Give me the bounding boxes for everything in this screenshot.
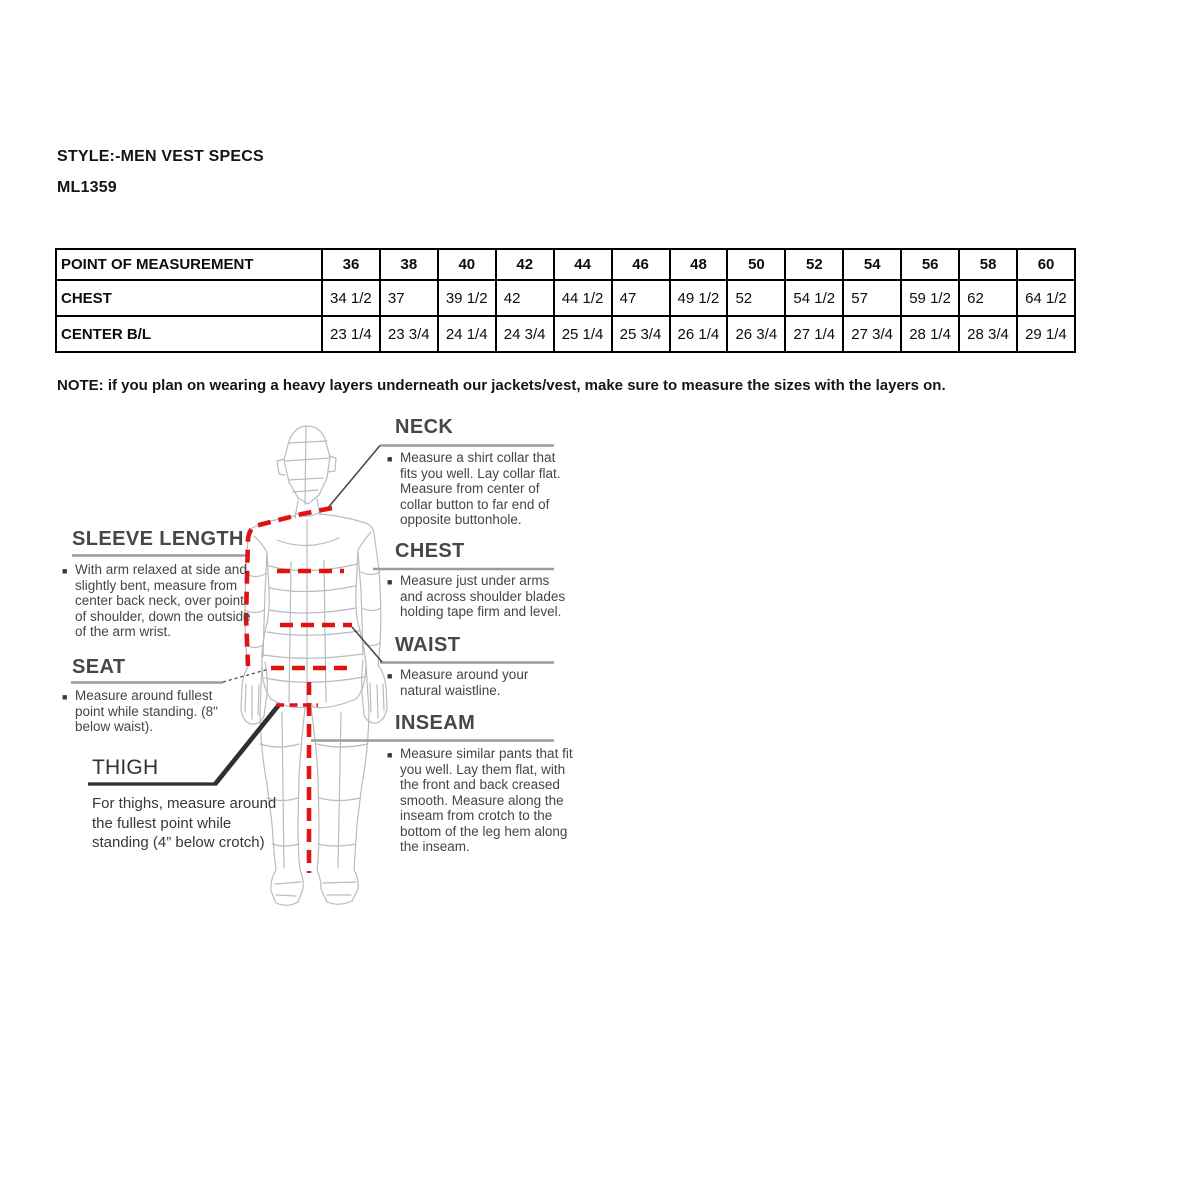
size-value-cell: 28 1/4 xyxy=(901,316,959,352)
chest-section-title: CHEST xyxy=(395,540,465,562)
size-column-header: 52 xyxy=(785,249,843,280)
thigh-section-text: For thighs, measure around the fullest point while standing (4” below crotch) xyxy=(92,795,277,851)
size-value-cell: 62 xyxy=(959,280,1017,316)
size-value-cell: 27 3/4 xyxy=(843,316,901,352)
size-value-cell: 28 3/4 xyxy=(959,316,1017,352)
size-value-cell: 24 1/4 xyxy=(438,316,496,352)
size-column-header: 58 xyxy=(959,249,1017,280)
style-number: ML1359 xyxy=(57,179,117,196)
sleeve-measure-line xyxy=(246,508,332,666)
size-value-cell: 42 xyxy=(496,280,554,316)
thigh-section-title: THIGH xyxy=(92,756,159,779)
size-value-cell: 54 1/2 xyxy=(785,280,843,316)
waist-section-text: ■ Measure around your natural waistline. xyxy=(387,667,529,698)
size-spec-table xyxy=(55,248,1076,353)
size-value-cell: 52 xyxy=(727,280,785,316)
seat-section-title: SEAT xyxy=(72,656,126,678)
size-value-cell: 47 xyxy=(612,280,670,316)
chest-section-text: ■ Measure just under arms and across shoulder blades holding tape firm and level. xyxy=(387,573,566,619)
size-value-cell: 25 1/4 xyxy=(554,316,612,352)
measurement-guide-diagram xyxy=(55,412,595,920)
size-value-cell: 23 3/4 xyxy=(380,316,438,352)
note-text: NOTE: if you plan on wearing a heavy layers underneath our jackets/vest, make sure to measure the sizes with the layers on. xyxy=(57,377,946,394)
seat-section-text: ■ Measure around fullest point while standing. (8" below waist). xyxy=(62,688,218,734)
inseam-section-title: INSEAM xyxy=(395,712,476,734)
size-value-cell: 59 1/2 xyxy=(901,280,959,316)
sleeve-section-text: ■ With arm relaxed at side and slightly bent, measure from center back neck, over point of shoulder, down the outside of the arm wrist. xyxy=(62,562,251,639)
inseam-section-text: ■ Measure similar pants that fit you well. Lay them flat, with the front and back creased smooth. Measure along the inseam from crotch to the bottom of the leg hem along the inseam. xyxy=(387,746,573,854)
size-value-cell: 25 3/4 xyxy=(612,316,670,352)
neck-section-title: NECK xyxy=(395,416,454,438)
waist-section-title: WAIST xyxy=(395,634,461,656)
size-column-header: 44 xyxy=(554,249,612,280)
size-value-cell: 23 1/4 xyxy=(322,316,380,352)
measurement-column-header: POINT OF MEASUREMENT xyxy=(56,249,322,280)
size-column-header: 54 xyxy=(843,249,901,280)
size-column-header: 38 xyxy=(380,249,438,280)
row-label: CENTER B/L xyxy=(56,316,322,352)
size-column-header: 60 xyxy=(1017,249,1075,280)
size-value-cell: 26 3/4 xyxy=(727,316,785,352)
size-value-cell: 57 xyxy=(843,280,901,316)
bullet-icon: ■ xyxy=(62,566,68,576)
bullet-icon: ■ xyxy=(387,577,393,587)
size-value-cell: 34 1/2 xyxy=(322,280,380,316)
table-row xyxy=(56,280,1075,316)
size-value-cell: 37 xyxy=(380,280,438,316)
style-title: STYLE:-MEN VEST SPECS xyxy=(57,148,264,165)
bullet-icon: ■ xyxy=(62,692,68,702)
size-column-header: 40 xyxy=(438,249,496,280)
neck-section-text: ■ Measure a shirt collar that fits you well. Lay collar flat. Measure from center of collar button to far end of opposite buttonhole. xyxy=(387,450,561,527)
size-column-header: 36 xyxy=(322,249,380,280)
size-value-cell: 26 1/4 xyxy=(670,316,728,352)
size-value-cell: 24 3/4 xyxy=(496,316,554,352)
row-label: CHEST xyxy=(56,280,322,316)
size-column-header: 50 xyxy=(727,249,785,280)
size-value-cell: 49 1/2 xyxy=(670,280,728,316)
size-column-header: 56 xyxy=(901,249,959,280)
neck-leader xyxy=(327,446,380,510)
bullet-icon: ■ xyxy=(387,454,393,464)
size-value-cell: 27 1/4 xyxy=(785,316,843,352)
size-value-cell: 64 1/2 xyxy=(1017,280,1075,316)
size-column-header: 48 xyxy=(670,249,728,280)
sleeve-section-title: SLEEVE LENGTH xyxy=(72,528,244,550)
table-row xyxy=(56,316,1075,352)
size-value-cell: 44 1/2 xyxy=(554,280,612,316)
size-column-header: 42 xyxy=(496,249,554,280)
size-column-header: 46 xyxy=(612,249,670,280)
table-header-row xyxy=(56,249,1075,280)
bullet-icon: ■ xyxy=(387,750,393,760)
bullet-icon: ■ xyxy=(387,671,393,681)
size-value-cell: 29 1/4 xyxy=(1017,316,1075,352)
size-value-cell: 39 1/2 xyxy=(438,280,496,316)
